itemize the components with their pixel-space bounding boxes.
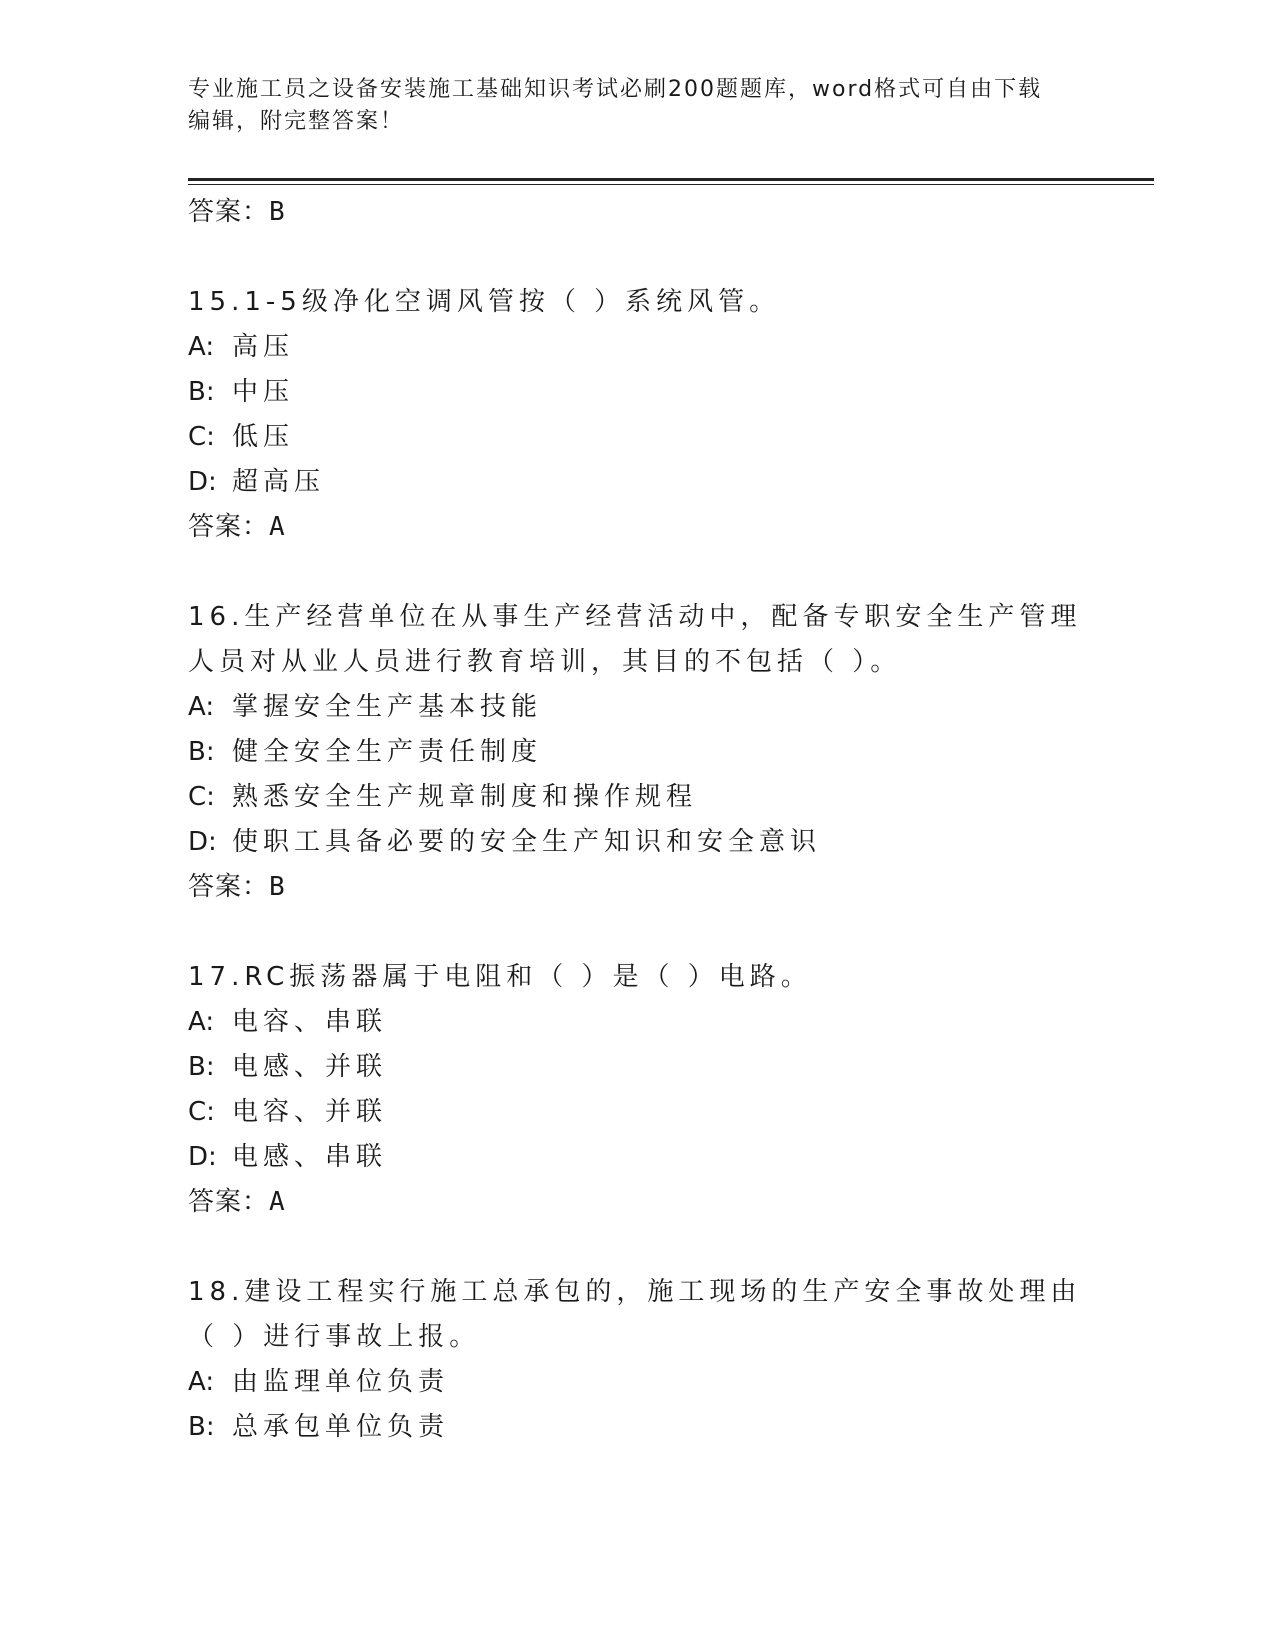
question-text: 15.1-5级净化空调风管按（ ）系统风管。 xyxy=(188,287,781,317)
option-text: 熟悉安全生产规章制度和操作规程 xyxy=(232,782,698,812)
question-text: 18.建设工程实行施工总承包的，施工现场的生产安全事故处理由（ ）进行事故上报。 xyxy=(188,1277,1082,1352)
option-text: 超高压 xyxy=(232,467,326,497)
option-d xyxy=(188,820,1108,865)
question-15 xyxy=(188,280,1108,549)
option-text: 电感、并联 xyxy=(232,1052,388,1082)
option-text: 使职工具备必要的安全生产知识和安全意识 xyxy=(232,827,822,857)
option-text: 中压 xyxy=(232,377,295,407)
option-letter: B: xyxy=(188,737,215,767)
header-line-1: 专业施工员之设备安装施工基础知识考试必刷200题题库，word格式可自由下载 xyxy=(188,77,1043,102)
option-a xyxy=(188,1360,1108,1405)
question-text: 16.生产经营单位在从事生产经营活动中，配备专职安全生产管理人员对从业人员进行教育培训，其目的不包括（ ）。 xyxy=(188,602,1082,677)
answer-line xyxy=(188,865,1108,909)
option-letter: B: xyxy=(188,1052,215,1082)
answer-line xyxy=(188,190,1108,234)
answer-label: 答案： xyxy=(188,197,270,227)
answer-label: 答案： xyxy=(188,872,270,902)
header-rule-thin xyxy=(188,184,1154,185)
option-letter: C: xyxy=(188,782,215,812)
answer-line xyxy=(188,1180,1108,1224)
option-letter: B: xyxy=(188,1412,215,1442)
answer-label: 答案： xyxy=(188,512,270,542)
option-a xyxy=(188,685,1108,730)
option-letter: C: xyxy=(188,1097,215,1127)
question-list xyxy=(188,190,1108,1450)
header-rule-thick xyxy=(188,178,1154,181)
option-b xyxy=(188,370,1108,415)
answer-label: 答案： xyxy=(188,1187,270,1217)
option-d xyxy=(188,1135,1108,1180)
option-letter: D: xyxy=(188,467,217,497)
option-d xyxy=(188,460,1108,505)
option-c xyxy=(188,775,1108,820)
option-b xyxy=(188,1405,1108,1450)
question-18 xyxy=(188,1270,1108,1450)
option-text: 总承包单位负责 xyxy=(232,1412,450,1442)
option-b xyxy=(188,1045,1108,1090)
answer-value: A xyxy=(269,512,286,542)
option-a xyxy=(188,1000,1108,1045)
answer-value: A xyxy=(269,1187,286,1217)
option-c xyxy=(188,1090,1108,1135)
document-header xyxy=(188,74,1088,138)
answer-value: B xyxy=(269,872,286,902)
option-letter: D: xyxy=(188,1142,217,1172)
question-17 xyxy=(188,955,1108,1224)
option-b xyxy=(188,730,1108,775)
option-text: 电容、并联 xyxy=(232,1097,388,1127)
option-text: 高压 xyxy=(232,332,295,362)
option-text: 低压 xyxy=(232,422,295,452)
option-a xyxy=(188,325,1108,370)
answer-line xyxy=(188,505,1108,549)
option-letter: A: xyxy=(188,692,215,722)
question-16 xyxy=(188,595,1108,909)
option-text: 由监理单位负责 xyxy=(232,1367,450,1397)
option-letter: A: xyxy=(188,1007,215,1037)
question-text: 17.RC振荡器属于电阻和（ ）是（ ）电路。 xyxy=(188,962,812,992)
option-c xyxy=(188,415,1108,460)
option-text: 电容、串联 xyxy=(232,1007,388,1037)
option-letter: A: xyxy=(188,1367,215,1397)
option-letter: D: xyxy=(188,827,217,857)
option-letter: B: xyxy=(188,377,215,407)
header-line-2: 编辑，附完整答案！ xyxy=(188,109,405,134)
option-text: 掌握安全生产基本技能 xyxy=(232,692,543,722)
answer-value: B xyxy=(269,197,286,227)
option-letter: A: xyxy=(188,332,215,362)
option-text: 健全安全生产责任制度 xyxy=(232,737,543,767)
option-letter: C: xyxy=(188,422,215,452)
option-text: 电感、串联 xyxy=(232,1142,388,1172)
